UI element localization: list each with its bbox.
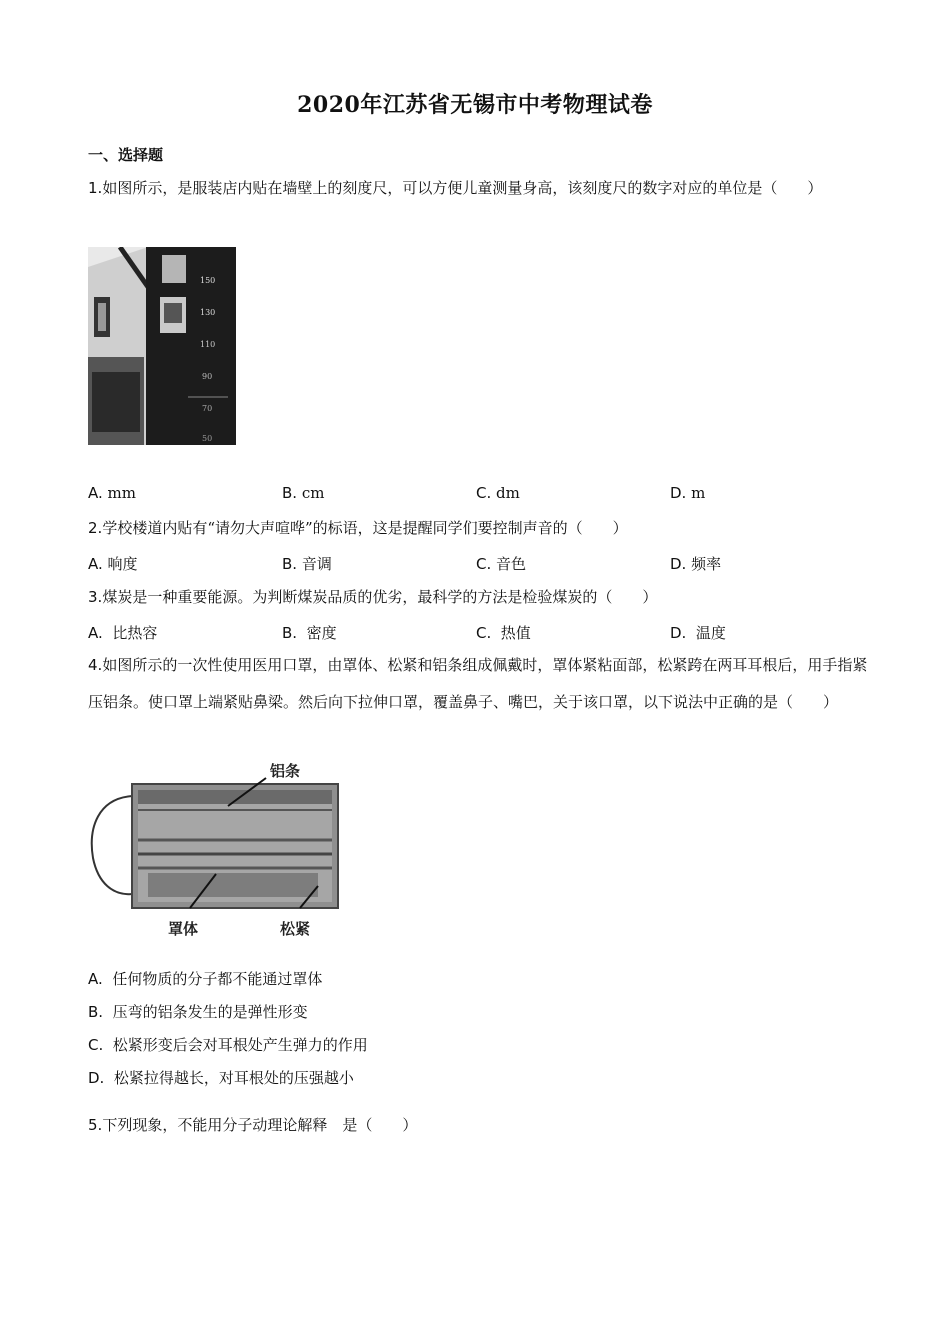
option-a[interactable]: A. 比热容	[88, 624, 158, 642]
question-2	[88, 510, 868, 547]
option-c[interactable]: C. 松紧形变后会对耳根处产生弹力的作用	[88, 1036, 368, 1054]
question-1	[88, 170, 868, 207]
option-a[interactable]: A. 任何物质的分子都不能通过罩体	[88, 970, 323, 988]
question-3	[88, 579, 868, 616]
question-text: 下列现象，不能用分子动理论解释 是（ ）	[102, 1116, 418, 1134]
mask-diagram	[88, 758, 348, 942]
option-d[interactable]: D. m	[670, 484, 706, 502]
question-text: 学校楼道内贴有“请勿大声喧哗”的标语，这是提醒同学们要控制声音的（ ）	[102, 519, 628, 537]
ruler-tick-label: 150	[200, 276, 216, 285]
option-b[interactable]: B. cm	[282, 484, 325, 502]
ruler-tick-label: 70	[202, 404, 213, 413]
question-4-options	[88, 963, 788, 1095]
question-5	[88, 1107, 868, 1144]
section-heading: 一、选择题	[88, 146, 164, 164]
label-elastic: 松紧	[280, 920, 311, 938]
label-aluminum-strip: 铝条	[270, 762, 301, 780]
option-c[interactable]: C. 热值	[476, 624, 531, 642]
question-text: 如图所示，是服装店内贴在墙壁上的刻度尺，可以方便儿童测量身高，该刻度尺的数字对应的单位是（ ）	[102, 179, 823, 197]
option-c[interactable]: C. 音色	[476, 555, 527, 573]
label-mask-body: 罩体	[168, 920, 199, 938]
question-number: 4.	[88, 656, 103, 674]
question-number: 1.	[88, 179, 103, 197]
page-title: 2020年江苏省无锡市中考物理试卷	[297, 92, 653, 118]
question-number: 2.	[88, 519, 103, 537]
ruler-tick-label: 90	[202, 372, 213, 381]
question-number: 3.	[88, 588, 103, 606]
ruler-tick-label: 50	[202, 434, 213, 443]
ruler-tick-label: 130	[200, 308, 216, 317]
option-d[interactable]: D. 频率	[670, 555, 722, 573]
question-4	[88, 647, 868, 721]
option-b[interactable]: B. 音调	[282, 555, 332, 573]
option-d[interactable]: D. 温度	[670, 624, 726, 642]
option-d[interactable]: D. 松紧拉得越长，对耳根处的压强越小	[88, 1069, 354, 1087]
ruler-photo	[88, 247, 236, 445]
option-c[interactable]: C. dm	[476, 484, 520, 502]
question-text: 如图所示的一次性使用医用口罩，由罩体、松紧和铝条组成佩戴时，罩体紧粘面部，松紧跨在两耳耳根后，用手指紧压铝条。使口罩上端紧贴鼻梁。然后向下拉伸口罩，覆盖鼻子、嘴巴，关于该口罩，以下说法中正确的是（ ）	[88, 656, 868, 711]
option-a[interactable]: A. mm	[88, 484, 136, 502]
ruler-tick-label: 110	[200, 340, 216, 349]
option-a[interactable]: A. 响度	[88, 555, 138, 573]
question-number: 5.	[88, 1116, 103, 1134]
option-b[interactable]: B. 密度	[282, 624, 337, 642]
option-b[interactable]: B. 压弯的铝条发生的是弹性形变	[88, 1003, 308, 1021]
question-text: 煤炭是一种重要能源。为判断煤炭品质的优劣，最科学的方法是检验煤炭的（ ）	[102, 588, 658, 606]
